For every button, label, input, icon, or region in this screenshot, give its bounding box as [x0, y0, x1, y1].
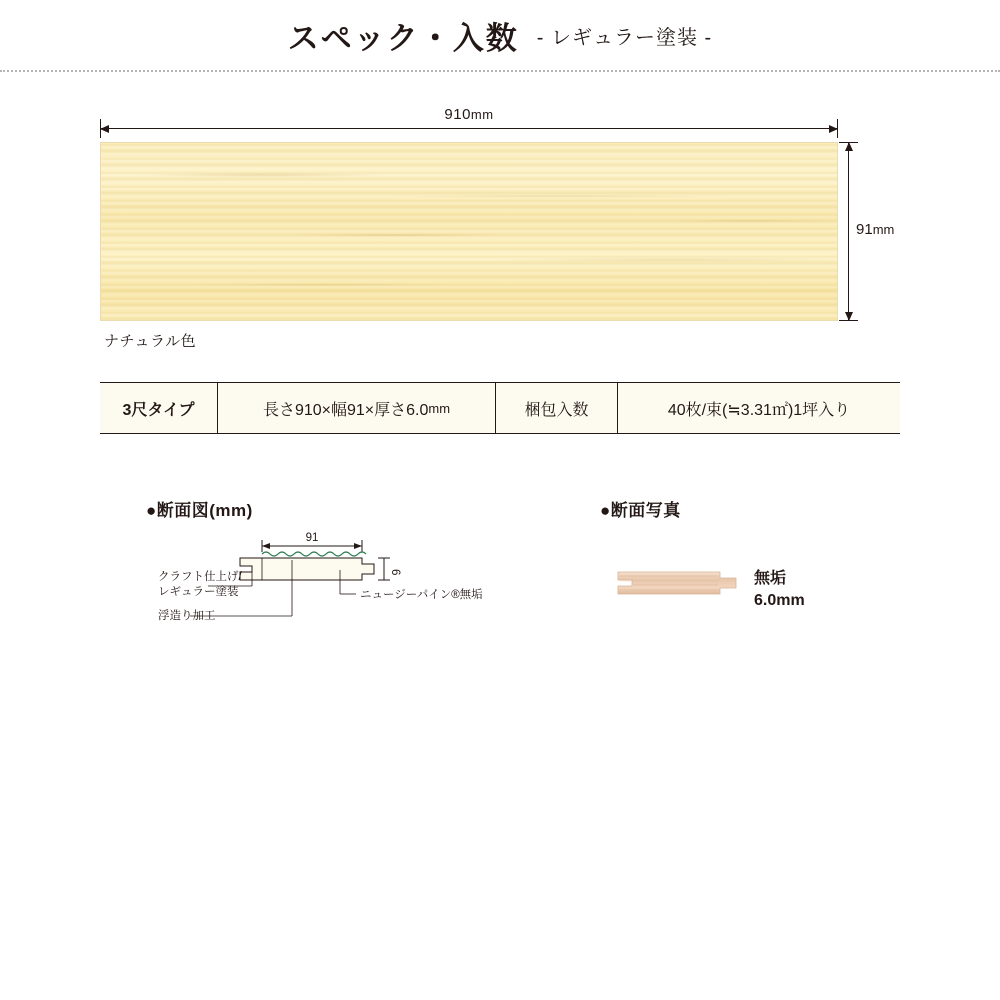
arrow-down-icon — [845, 312, 853, 321]
annotation-craft-finish-line2: レギュラー塗装 — [158, 586, 239, 598]
board-color-caption: ナチュラル色 — [104, 333, 197, 350]
page-header — [0, 0, 1000, 72]
xsec-thickness-label: 6 — [389, 569, 401, 576]
wood-grain-texture — [101, 143, 837, 320]
spec-cell-packing-header: 梱包入数 — [496, 383, 618, 433]
photo-board-profile — [618, 572, 736, 594]
board-height-unit: mm — [872, 222, 895, 237]
arrow-right-icon — [829, 125, 838, 133]
spec-table — [100, 382, 900, 434]
spec-dimensions-text: 長さ910×幅91×厚さ6.0 — [262, 401, 429, 419]
spec-cell-type: 3尺タイプ — [100, 383, 218, 433]
board-height-dimension-line — [848, 142, 849, 321]
arrow-left-icon — [100, 125, 109, 133]
board-width-unit: mm — [470, 107, 494, 122]
board-width-dimension-label — [100, 106, 838, 123]
cross-section-drawing-heading: ●断面図(mm) — [146, 501, 253, 520]
annotation-craft-finish-line1: クラフト仕上げ/ — [158, 571, 242, 583]
page-title: スペック・入数 — [287, 20, 519, 56]
board-height-dimension-label — [856, 221, 894, 238]
spec-cell-dimensions — [218, 383, 496, 433]
annotation-ukizukuri: 浮造り加工 — [158, 610, 216, 622]
board-height-value: 91 — [856, 221, 873, 238]
photo-label-line1: 無垢 — [754, 570, 787, 587]
cross-section-svg — [130, 524, 550, 654]
board-width-dimension-line — [100, 128, 838, 129]
photo-thickness-label — [754, 568, 805, 611]
spec-dimensions-unit: mm — [428, 400, 451, 416]
arrow-left-icon — [262, 543, 270, 549]
arrow-up-icon — [845, 142, 853, 151]
cross-section-photo-heading: ●断面写真 — [600, 501, 681, 520]
xsec-top-dim-label: 91 — [305, 532, 319, 544]
cross-section-drawing — [130, 524, 550, 654]
xsec-surface-wave — [262, 552, 366, 556]
board-width-value: 910 — [444, 106, 471, 123]
annotation-nz-pine-solid: ニュージーパイン®無垢 — [360, 589, 483, 601]
spec-cell-packing-value: 40枚/束(≒3.31㎡)1坪入り — [667, 401, 851, 419]
xsec-board-profile — [240, 558, 374, 580]
photo-label-line2: 6.0mm — [754, 591, 805, 609]
page-subtitle: - レギュラー塗装 - — [536, 26, 713, 49]
board-swatch — [100, 142, 838, 321]
arrow-right-icon — [354, 543, 362, 549]
